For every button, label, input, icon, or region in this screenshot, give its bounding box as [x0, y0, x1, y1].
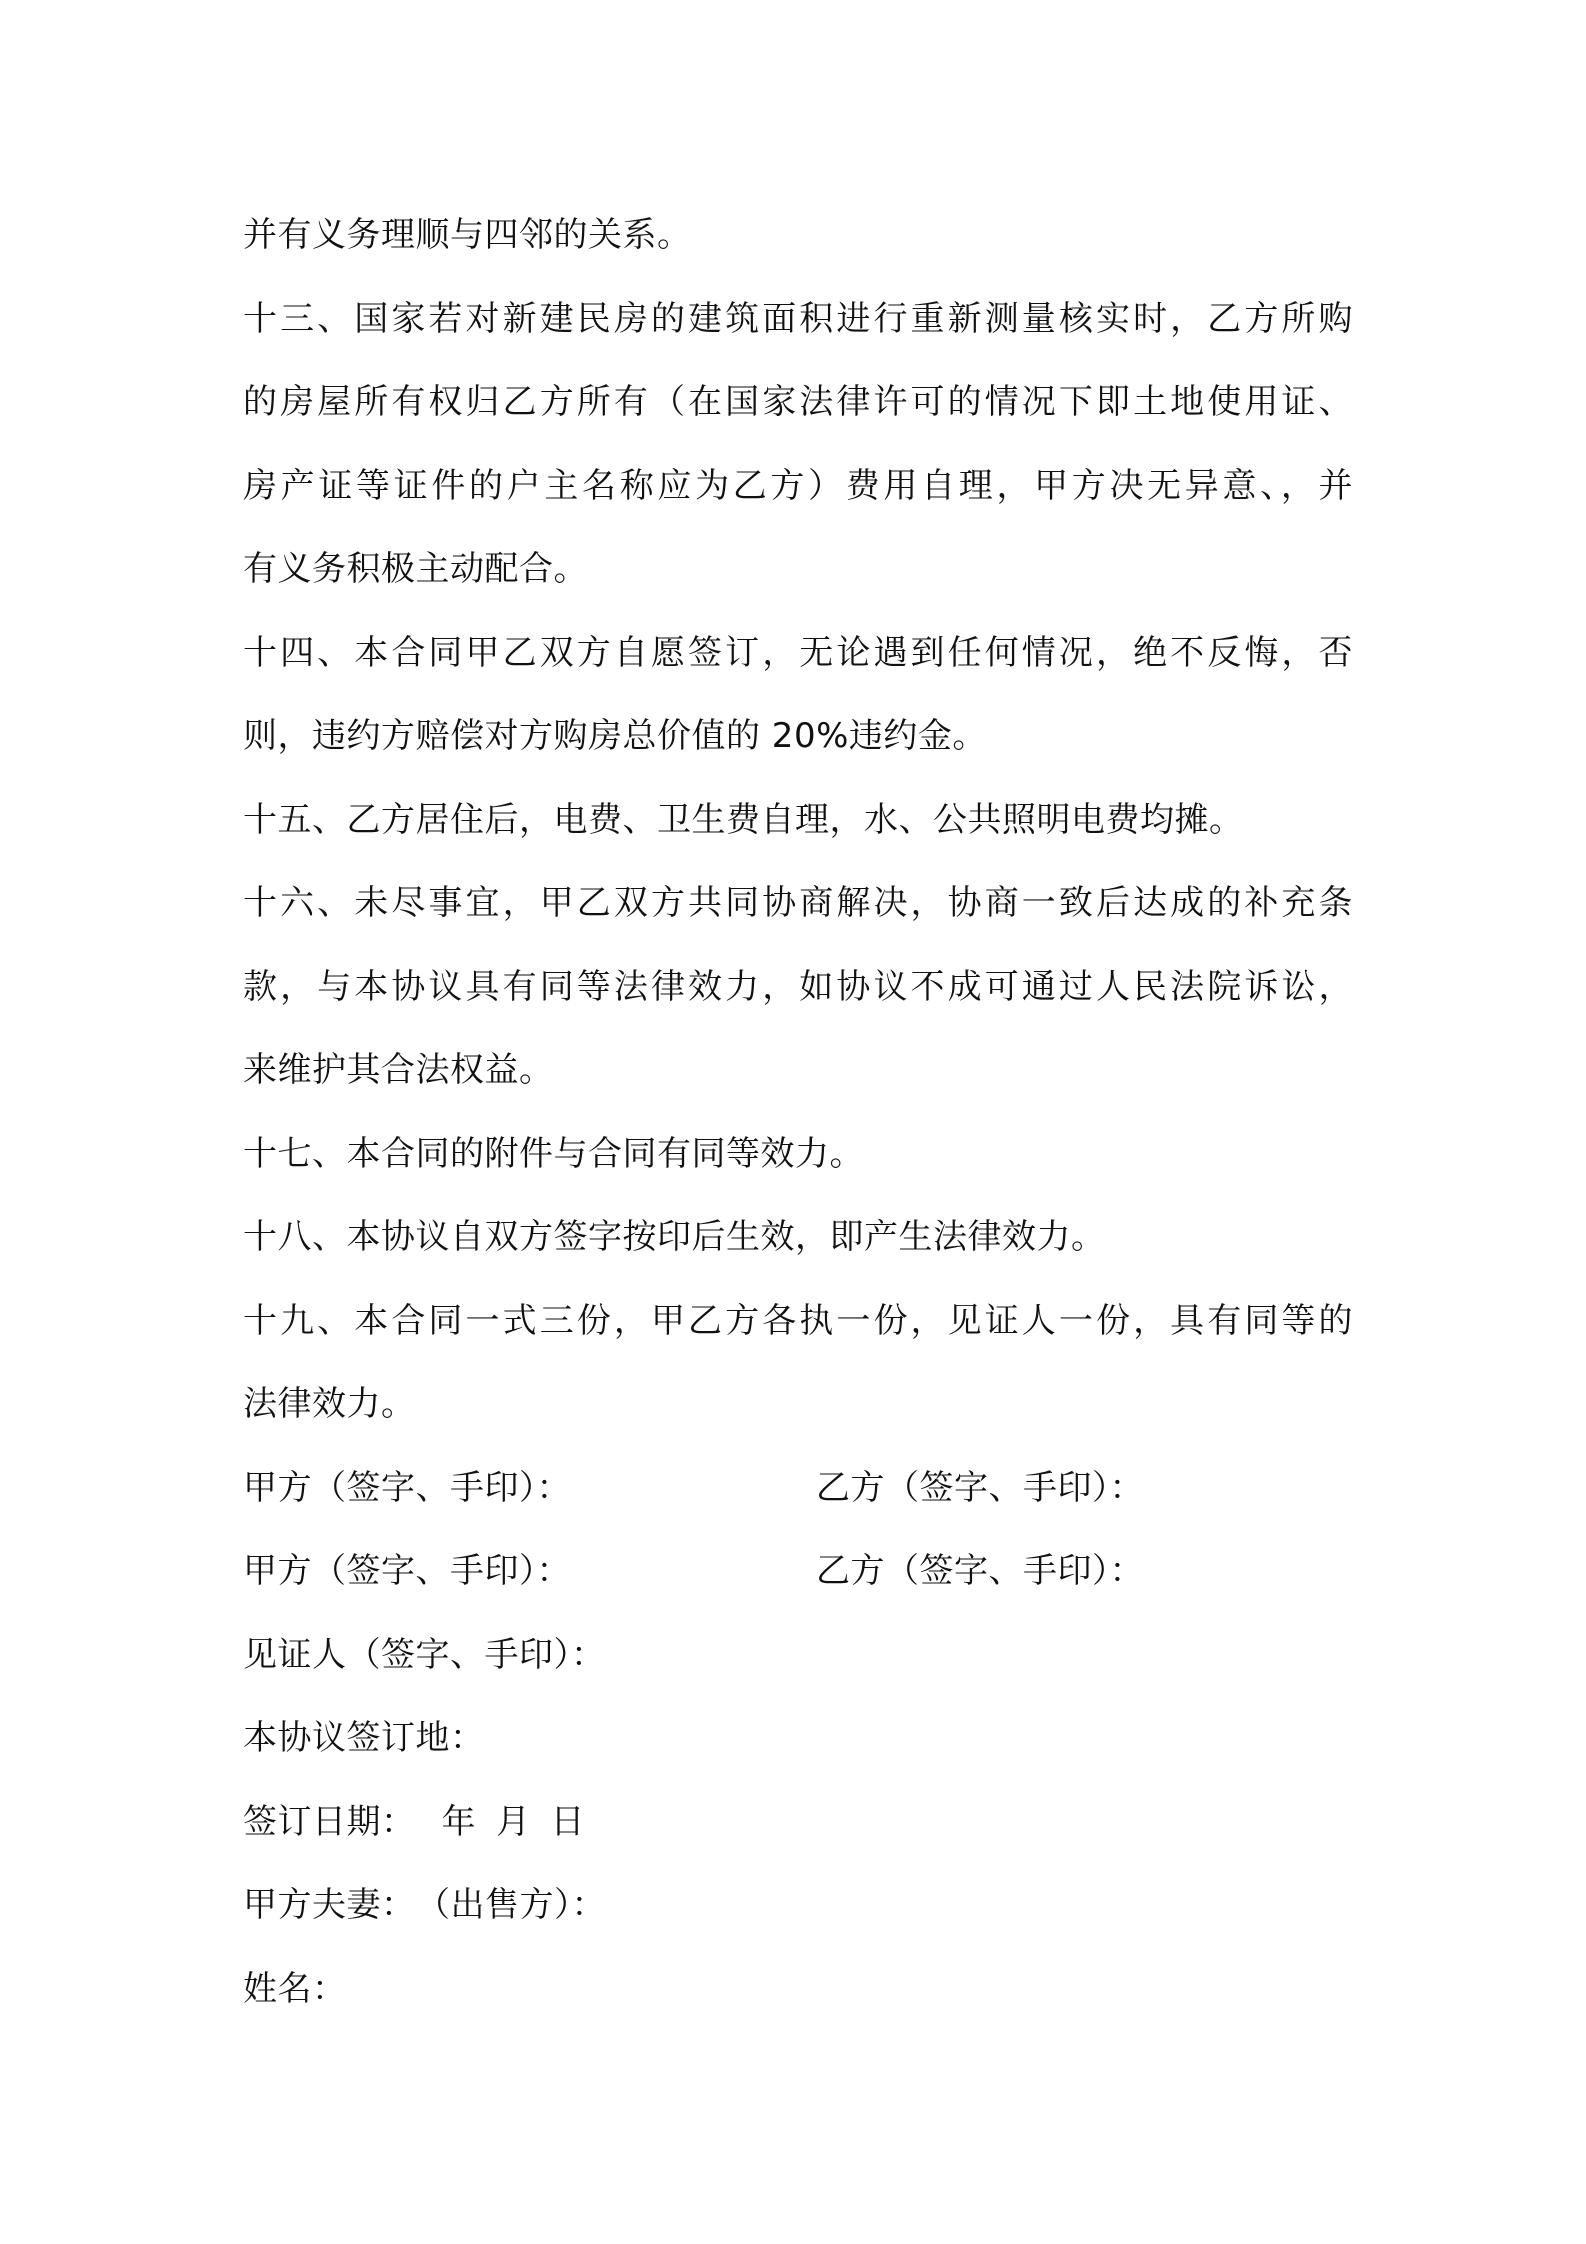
seller-couple-label: 甲方夫妻： （出售方）：	[243, 1885, 606, 1925]
signing-date-label: 签订日期：	[243, 1801, 416, 1842]
date-day: 日	[550, 1801, 585, 1842]
clause-16-line-3: 来维护其合法权益。	[243, 1050, 554, 1090]
clause-18: 十八、本协议自双方签字按印后生效，即产生法律效力。	[243, 1217, 1106, 1257]
clause-13-line-4: 有义务积极主动配合。	[243, 549, 588, 589]
name-label: 姓名：	[243, 1968, 347, 2009]
clause-19-line-2: 法律效力。	[243, 1384, 416, 1424]
clause-17: 十七、本合同的附件与合同有同等效力。	[243, 1133, 864, 1174]
clause-13-line-3: 房产证等证件的户主名称应为乙方）费用自理，甲方决无异意、，并	[243, 465, 1353, 506]
signing-date	[243, 1781, 1353, 1865]
clause-16-line-1: 十六、未尽事宜，甲乙双方共同协商解决，协商一致后达成的补充条	[243, 883, 1353, 923]
text-line: 并有义务理顺与四邻的关系。	[243, 215, 692, 255]
clause-16-line-2: 款，与本协议具有同等法律效力，如协议不成可通过人民法院诉讼，	[243, 966, 1353, 1007]
party-b-signature-label: 乙方（签字、手印）：	[816, 1467, 1144, 1508]
clause-14-line-1: 十四、本合同甲乙双方自愿签订，无论遇到任何情况，绝不反悔，否	[243, 632, 1353, 673]
party-a-signature-label: 甲方（签字、手印）：	[243, 1467, 571, 1508]
document-body	[243, 194, 1353, 2031]
date-year: 年	[441, 1801, 476, 1842]
witness-signature-label: 见证人（签字、手印）：	[243, 1634, 606, 1675]
clause-14-line-2: 则，违约方赔偿对方购房总价值的 20%违约金。	[243, 716, 987, 756]
clause-19-line-1: 十九、本合同一式三份，甲乙方各执一份，见证人一份，具有同等的	[243, 1300, 1353, 1341]
clause-15: 十五、乙方居住后，电费、卫生费自理，水、公共照明电费均摊。	[243, 799, 1244, 840]
party-a-signature-label: 甲方（签字、手印）：	[243, 1551, 571, 1591]
clause-13-line-1: 十三、国家若对新建民房的建筑面积进行重新测量核实时，乙方所购	[243, 298, 1353, 339]
party-b-signature-label: 乙方（签字、手印）：	[816, 1551, 1144, 1591]
signature-row	[243, 1447, 1353, 1531]
clause-13-line-2: 的房屋所有权归乙方所有（在国家法律许可的情况下即土地使用证、	[243, 382, 1353, 422]
date-month: 月	[496, 1801, 531, 1842]
signing-place-label: 本协议签订地：	[243, 1718, 485, 1758]
signature-row	[243, 1530, 1353, 1614]
